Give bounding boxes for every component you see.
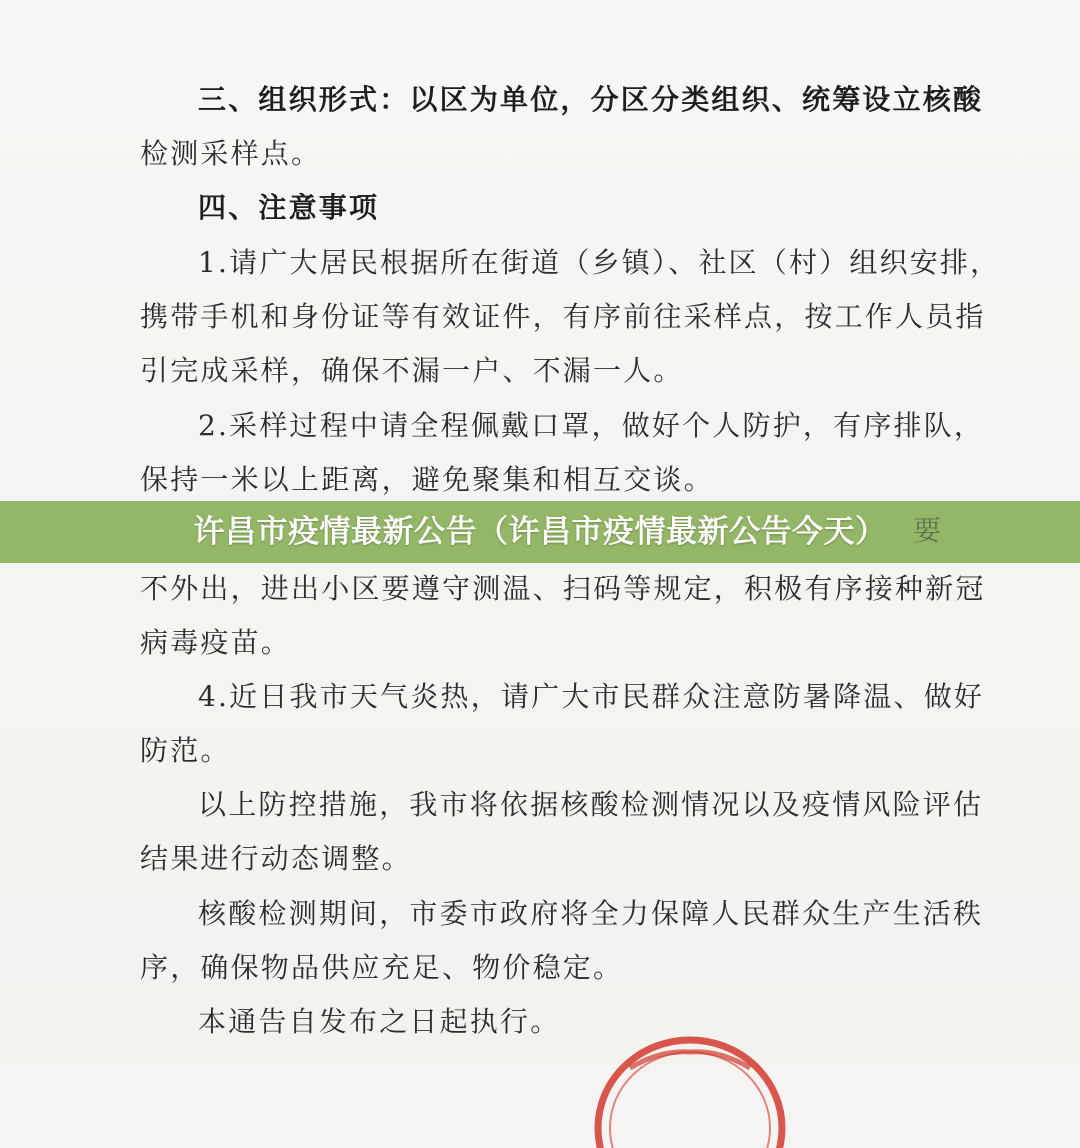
doc-line: 核酸检测期间，市委市政府将全力保障人民群众生产生活秩: [198, 897, 984, 930]
official-seal-icon: [590, 1028, 790, 1148]
doc-line: 防范。: [140, 734, 231, 767]
doc-line: 病毒疫苗。: [140, 626, 292, 659]
covered-line-tail: 要: [913, 514, 944, 547]
doc-line: 引完成采样，确保不漏一户、不漏一人。: [140, 354, 684, 387]
title-banner: [0, 501, 1080, 563]
doc-line: 1.请广大居民根据所在街道（乡镇）、社区（村）组织安排，: [198, 246, 1001, 279]
doc-line: 结果进行动态调整。: [140, 842, 412, 875]
doc-line-effective-date: 本通告自发布之日起执行。: [198, 1005, 561, 1038]
doc-line: 序，确保物品供应充足、物价稳定。: [140, 951, 624, 984]
doc-line: 检测采样点。: [140, 137, 322, 170]
banner-title: 许昌市疫情最新公告（许昌市疫情最新公告今天）: [193, 514, 887, 550]
doc-line: 2.采样过程中请全程佩戴口罩，做好个人防护，有序排队，: [198, 409, 985, 442]
doc-line: 保持一米以上距离，避免聚集和相互交谈。: [140, 463, 714, 496]
doc-line-section-three: 三、组织形式：以区为单位，分区分类组织、统筹设立核酸: [198, 83, 984, 116]
doc-line: 4.近日我市天气炎热，请广大市民群众注意防暑降温、做好: [198, 680, 985, 713]
doc-line: 不外出，进出小区要遵守测温、扫码等规定，积极有序接种新冠: [140, 572, 986, 605]
doc-line: 携带手机和身份证等有效证件，有序前往采样点，按工作人员指: [140, 300, 986, 333]
doc-line-section-four: 四、注意事项: [198, 191, 380, 224]
doc-line: 以上防控措施，我市将依据核酸检测情况以及疫情风险评估: [198, 788, 984, 821]
